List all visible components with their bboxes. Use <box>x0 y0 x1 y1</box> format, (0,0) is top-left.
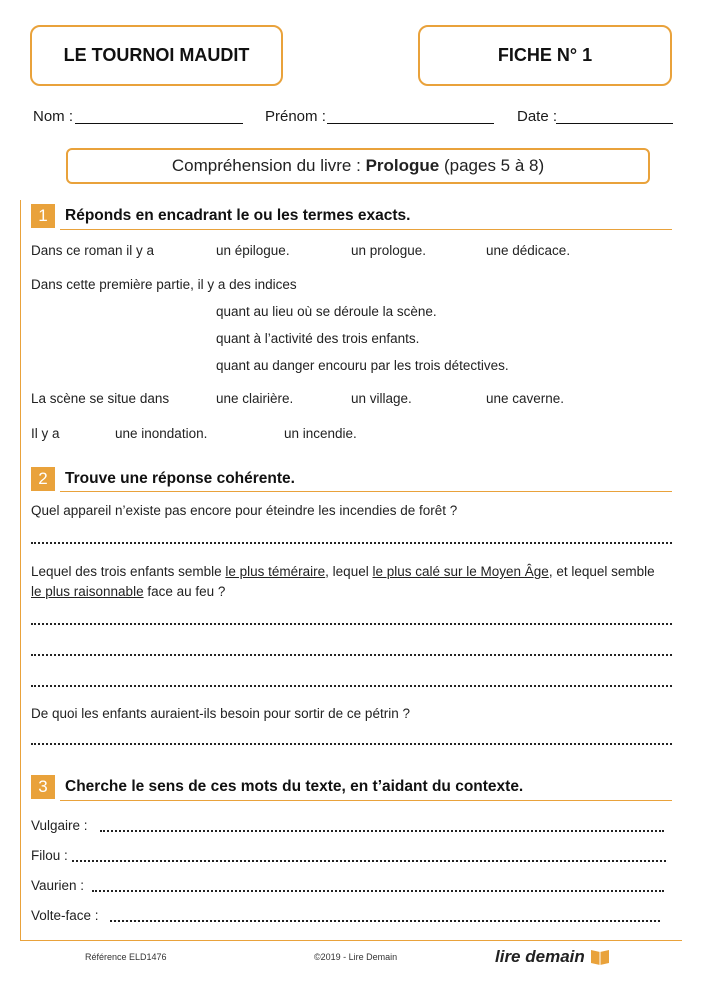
s2-q2-part: face au feu ? <box>143 584 226 599</box>
firstname-field[interactable] <box>327 123 494 124</box>
q3-option-2[interactable]: un village. <box>351 391 412 406</box>
q1-option-3[interactable]: une dédicace. <box>486 243 571 258</box>
definition-line[interactable] <box>100 830 664 832</box>
section-3-title: Cherche le sens de ces mots du texte, en t’aidant du contexte. <box>65 778 524 795</box>
date-label: Date : <box>517 108 558 125</box>
footer-rule <box>20 940 682 941</box>
publisher-logo <box>495 947 610 967</box>
q3-option-3[interactable]: une caverne. <box>486 391 565 406</box>
definition-line[interactable] <box>110 920 660 922</box>
definition-line[interactable] <box>72 860 666 862</box>
name-field[interactable] <box>75 123 243 124</box>
q1-option-2[interactable]: un prologue. <box>351 243 427 258</box>
q2-stem: Dans cette première partie, il y a des indices <box>31 277 297 292</box>
answer-line[interactable] <box>31 623 672 625</box>
section-1-rule <box>60 229 672 230</box>
q2-option-2[interactable]: quant à l’activité des trois enfants. <box>216 331 420 346</box>
s2-q2-part: , lequel <box>325 564 373 579</box>
q1-option-1[interactable]: un épilogue. <box>216 243 290 258</box>
left-margin-rule <box>20 200 21 940</box>
section-2-title: Trouve une réponse cohérente. <box>65 470 295 487</box>
answer-line[interactable] <box>31 743 672 745</box>
q1-stem: Dans ce roman il y a <box>31 243 155 258</box>
word-vaurien: Vaurien : <box>31 878 85 893</box>
date-field[interactable] <box>556 123 673 124</box>
word-volte-face: Volte-face : <box>31 908 99 923</box>
publisher-logo-text: lire demain <box>495 947 585 966</box>
q3-stem: La scène se situe dans <box>31 391 170 406</box>
s2-question-2-line2 <box>31 584 225 599</box>
footer-copyright: ©2019 - Lire Demain <box>314 952 398 962</box>
book-icon <box>590 947 610 965</box>
q4-option-1[interactable]: une inondation. <box>115 426 208 441</box>
word-filou: Filou : <box>31 848 68 863</box>
book-title-box <box>30 25 283 86</box>
q2-option-3[interactable]: quant au danger encouru par les trois détectives. <box>216 358 509 373</box>
answer-line[interactable] <box>31 654 672 656</box>
q2-option-1[interactable]: quant au lieu où se déroule la scène. <box>216 304 437 319</box>
book-title: LE TOURNOI MAUDIT <box>63 45 250 65</box>
sheet-number: FICHE N° 1 <box>497 45 593 65</box>
subtitle-pages: (pages 5 à 8) <box>443 156 545 175</box>
answer-line[interactable] <box>31 685 672 687</box>
subtitle-chapter: Prologue <box>365 156 440 175</box>
s2-q2-keyword: le plus calé sur le Moyen Âge <box>372 564 549 579</box>
s2-q2-part: , et lequel semble <box>548 564 655 579</box>
section-1-title: Réponds en encadrant le ou les termes exacts. <box>65 207 411 224</box>
q4-stem: Il y a <box>31 426 60 441</box>
word-vulgaire: Vulgaire : <box>31 818 88 833</box>
section-2-number: 2 <box>31 467 55 491</box>
section-3-rule <box>60 800 672 801</box>
name-label: Nom : <box>33 108 74 125</box>
s2-question-1: Quel appareil n’existe pas encore pour éteindre les incendies de forêt ? <box>31 503 458 518</box>
section-3-number: 3 <box>31 775 55 799</box>
section-1-number: 1 <box>31 204 55 228</box>
answer-line[interactable] <box>31 542 672 544</box>
q4-option-2[interactable]: un incendie. <box>284 426 357 441</box>
sheet-number-box <box>418 25 672 86</box>
s2-q2-part: Lequel des trois enfants semble <box>31 564 226 579</box>
subtitle-box <box>66 148 650 184</box>
section-2-rule <box>60 491 672 492</box>
subtitle-prefix: Compréhension du livre : <box>171 156 361 175</box>
s2-q2-keyword: le plus raisonnable <box>31 584 144 599</box>
footer-reference: Référence ELD1476 <box>85 952 167 962</box>
s2-question-2 <box>31 564 655 579</box>
s2-question-3: De quoi les enfants auraient-ils besoin pour sortir de ce pétrin ? <box>31 706 410 721</box>
definition-line[interactable] <box>92 890 664 892</box>
s2-q2-keyword: le plus téméraire <box>225 564 326 579</box>
firstname-label: Prénom : <box>265 108 326 125</box>
q3-option-1[interactable]: une clairière. <box>216 391 294 406</box>
